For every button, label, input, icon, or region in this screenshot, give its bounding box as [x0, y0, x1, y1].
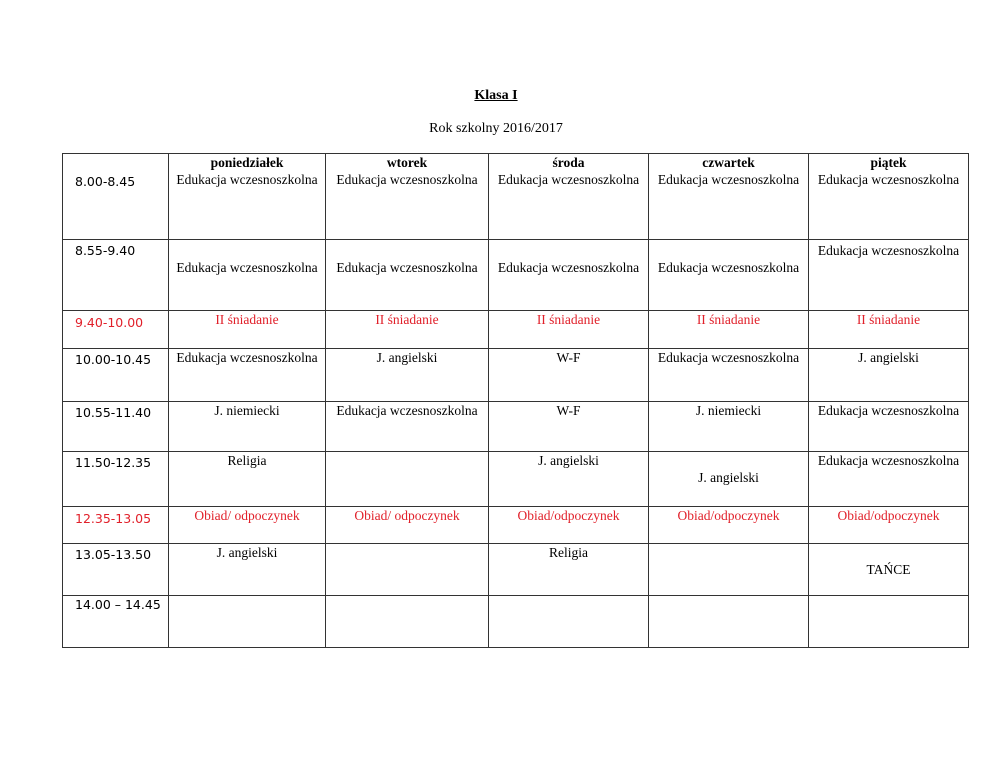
table-row: [63, 544, 969, 596]
schedule-cell: Religia: [489, 544, 649, 596]
schedule-cell: [649, 544, 809, 596]
schedule-cell: Edukacja wczesnoszkolna: [489, 240, 649, 311]
schedule-cell: poniedziałek Edukacja wczesnoszkolna: [169, 154, 326, 240]
schedule-cell: Edukacja wczesnoszkolna: [326, 402, 489, 452]
day-header-thursday: czwartek: [702, 155, 755, 170]
schedule-cell: J. niemiecki: [649, 402, 809, 452]
table-row: [63, 240, 969, 311]
schedule-cell: [326, 452, 489, 507]
schedule-cell: J. angielski: [649, 452, 809, 507]
day-header-friday: piątek: [870, 155, 907, 170]
schedule-cell: Edukacja wczesnoszkolna: [169, 240, 326, 311]
schedule-cell: [326, 596, 489, 648]
time-cell: 12.35-13.05: [63, 507, 169, 544]
table-row: [63, 402, 969, 452]
schedule-cell: Edukacja wczesnoszkolna: [809, 452, 969, 507]
time-cell: 8.00-8.45: [63, 154, 169, 240]
time-cell: 13.05-13.50: [63, 544, 169, 596]
table-row: [63, 311, 969, 349]
schedule-cell: środa Edukacja wczesnoszkolna: [489, 154, 649, 240]
schedule-cell: Edukacja wczesnoszkolna: [326, 240, 489, 311]
table-row: [63, 154, 969, 240]
schedule-cell: J. angielski: [809, 349, 969, 402]
schedule-table: [62, 153, 969, 648]
schedule-cell: J. angielski: [489, 452, 649, 507]
time-cell: 11.50-12.35: [63, 452, 169, 507]
schedule-cell: [489, 596, 649, 648]
schedule-cell: Obiad/odpoczynek: [489, 507, 649, 544]
schedule-cell: J. angielski: [169, 544, 326, 596]
schedule-cell: [649, 596, 809, 648]
day-header-monday: poniedziałek: [210, 155, 284, 170]
time-cell: 14.00 – 14.45: [63, 596, 169, 648]
schedule-cell: Edukacja wczesnoszkolna: [649, 349, 809, 402]
schedule-cell: Edukacja wczesnoszkolna: [649, 240, 809, 311]
schedule-cell: W-F: [489, 402, 649, 452]
schedule-cell: Obiad/odpoczynek: [649, 507, 809, 544]
schedule-cell: II śniadanie: [649, 311, 809, 349]
schedule-cell: [169, 596, 326, 648]
table-row: [63, 507, 969, 544]
schedule-cell: piątek Edukacja wczesnoszkolna: [809, 154, 969, 240]
table-row: [63, 452, 969, 507]
schedule-cell: J. niemiecki: [169, 402, 326, 452]
time-cell: 8.55-9.40: [63, 240, 169, 311]
table-row: [63, 596, 969, 648]
time-cell: 9.40-10.00: [63, 311, 169, 349]
schedule-cell: II śniadanie: [809, 311, 969, 349]
schedule-cell: II śniadanie: [489, 311, 649, 349]
schedule-cell: II śniadanie: [169, 311, 326, 349]
schedule-cell: Obiad/odpoczynek: [809, 507, 969, 544]
time-cell: 10.55-11.40: [63, 402, 169, 452]
schedule-cell: W-F: [489, 349, 649, 402]
table-row: [63, 349, 969, 402]
schedule-cell: wtorek Edukacja wczesnoszkolna: [326, 154, 489, 240]
schedule-cell: Edukacja wczesnoszkolna: [809, 402, 969, 452]
page-title: Klasa I: [474, 88, 518, 103]
schedule-cell: [326, 544, 489, 596]
time-cell: 10.00-10.45: [63, 349, 169, 402]
schedule-cell: [809, 596, 969, 648]
schedule-cell: Edukacja wczesnoszkolna: [169, 349, 326, 402]
day-header-tuesday: wtorek: [386, 155, 428, 170]
schedule-cell: II śniadanie: [326, 311, 489, 349]
schedule-cell: TAŃCE: [809, 544, 969, 596]
schedule-cell: Edukacja wczesnoszkolna: [809, 240, 969, 311]
schedule-cell: Religia: [169, 452, 326, 507]
day-header-wednesday: środa: [552, 155, 585, 170]
page-subtitle: Rok szkolny 2016/2017: [429, 121, 563, 136]
schedule-cell: Obiad/ odpoczynek: [169, 507, 326, 544]
schedule-cell: czwartek Edukacja wczesnoszkolna: [649, 154, 809, 240]
schedule-cell: J. angielski: [326, 349, 489, 402]
schedule-cell: Obiad/ odpoczynek: [326, 507, 489, 544]
